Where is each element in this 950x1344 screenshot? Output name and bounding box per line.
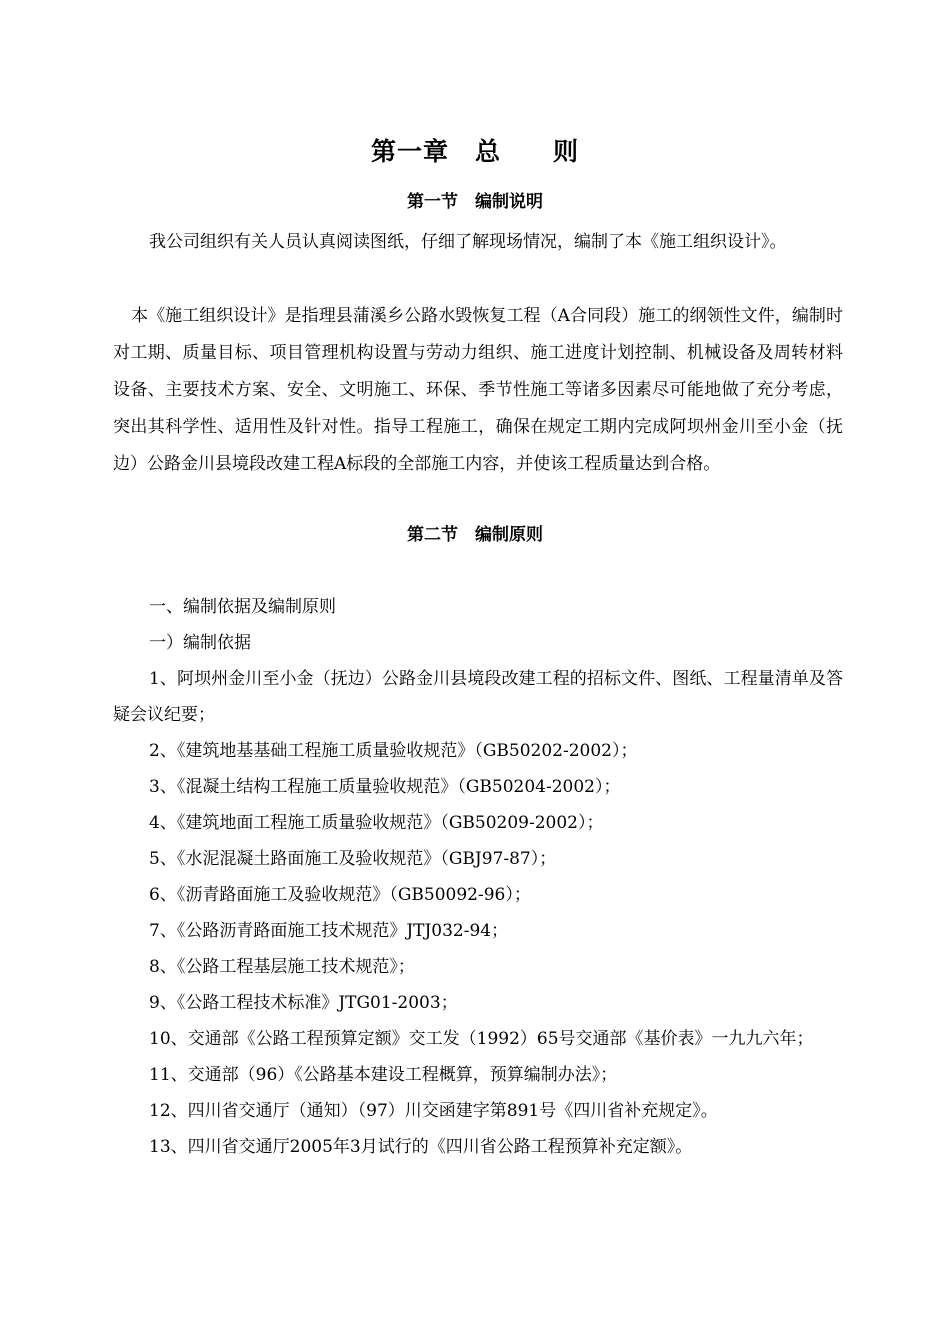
list-item: 10、交通部《公路工程预算定额》交工发（1992）65号交通部《基价表》一九九六年； [149,1029,814,1049]
section-title-compilation-notes: 第一节 编制说明 [407,192,543,212]
list-item: 7、《公路沥青路面施工技术规范》JTJ032-94； [149,921,509,941]
list-item: 8、《公路工程基层施工技术规范》； [149,957,415,977]
list-item-heading-1: 一、编制依据及编制原则 [149,597,336,617]
list-item: 12、四川省交通厅（通知）（97）川交函建字第891号《四川省补充规定》。 [149,1101,718,1121]
intro-paragraph: 我公司组织有关人员认真阅读图纸，仔细了解现场情况，编制了本《施工组织设计》。 [149,232,787,252]
basis-list [113,589,843,1165]
list-item: 1、阿坝州金川至小金（抚边）公路金川县境段改建工程的招标文件、图纸、工程量清单及答疑会议纪要； [113,669,843,725]
list-item: 5、《水泥混凝土路面施工及验收规范》（GBJ97-87）； [149,849,557,869]
section-title-compilation-principles: 第二节 编制原则 [407,525,543,545]
chapter-title: 第一章 总 则 [370,137,579,166]
list-item: 11、交通部（96）《公路基本建设工程概算，预算编制办法》； [149,1065,618,1085]
list-item: 2、《建筑地基基础工程施工质量验收规范》（GB50202-2002）； [149,741,638,761]
list-item: 6、《沥青路面施工及验收规范》（GB50092-96）； [149,885,531,905]
list-item: 13、四川省交通厅2005年3月试行的《四川省公路工程预算补充定额》。 [149,1137,693,1157]
list-item: 4、《建筑地面工程施工质量验收规范》（GB50209-2002）； [149,813,604,833]
list-item-heading-2: 一）编制依据 [149,633,251,653]
list-item: 3、《混凝土结构工程施工质量验收规范》（GB50204-2002）； [149,777,621,797]
list-item: 9、《公路工程技术标准》JTG01-2003； [149,993,458,1013]
purpose-paragraph: 本《施工组织设计》是指理县蒲溪乡公路水毁恢复工程（A合同段）施工的纲领性文件，编制时对工期、质量目标、项目管理机构设置与劳动力组织、施工进度计划控制、机械设备及周转材料设备、主要技术方案、安全、文明施工、环保、季节性施工等诸多因素尽可能地做了充分考虑，突出其科学性、适用性及针对性。指导工程施工，确保在规定工期内完成阿坝州金川至小金（抚边）公路金川县境段改建工程A标段的全部施工内容，并使该工程质量达到合格。 [113,306,843,474]
